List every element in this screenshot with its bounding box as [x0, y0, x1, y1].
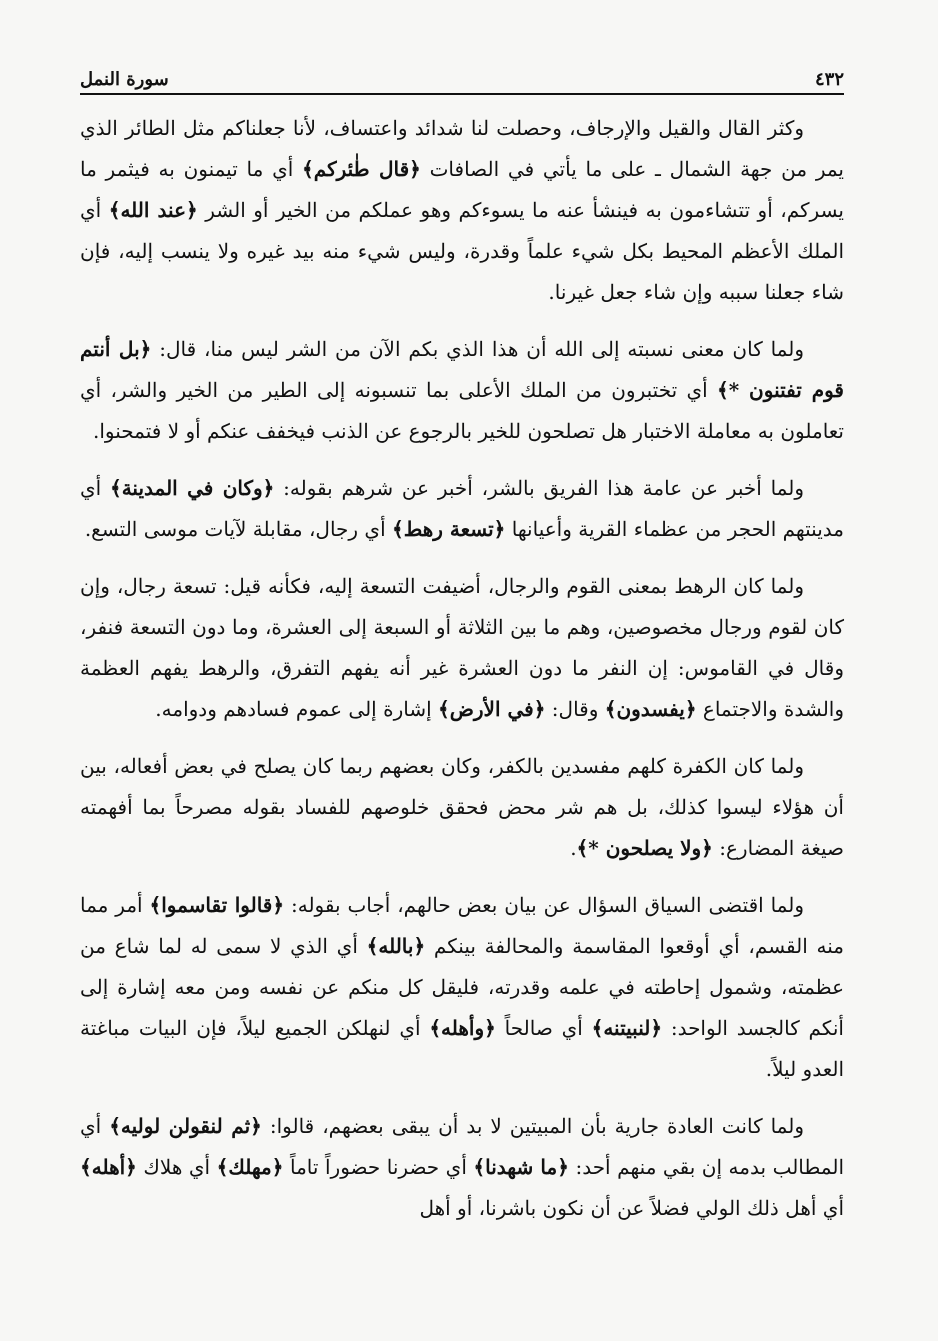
paragraph-4: ولما كان الرهط بمعنى القوم والرجال، أضيفت التسعة إليه، فكأنه قيل: تسعة رجال، وإن كان لقوم ورجال مخصوصين، وهم ما بين الثلاثة أو السبعة إلى العشرة، وما دون التسعة فنفر، وقال في القاموس: إن النفر ما دون العشرة غير أنه يفهم التفرق، والرهط يفهم العظمة والشدة والاجتماع ﴿يفسدون﴾ وقال: ﴿في الأرض﴾ إشارة إلى عموم فسادهم ودوامه.	[80, 574, 844, 721]
page-number: ٤٣٢	[814, 69, 844, 90]
paragraph-7: ولما كانت العادة جارية بأن المبيتين لا بد أن يبقى بعضهم، قالوا: ﴿ثم لنقولن لوليه﴾ أي المطالب بدمه إن بقي منهم أحد: ﴿ما شهدنا﴾ أي حضرنا حضوراً تاماً ﴿مهلك﴾ أي هلاك ﴿أهله﴾ أي أهل ذلك الولي فضلاً عن أن نكون باشرنا، أو أهل	[80, 1114, 845, 1220]
paragraph-1: وكثر القال والقيل والإرجاف، وحصلت لنا شدائد واعتساف، لأنا جعلناكم مثل الطائر الذي يمر من جهة الشمال ـ على ما يأتي في الصافات ﴿قال طٰئركم﴾ أي ما تيمنون به فيثمر ما يسركم، أو تتشاءمون به فينشأ عنه ما يسوءكم وهو عملكم من الخير أو الشر ﴿عند الله﴾ أي الملك الأعظم المحيط بكل شيء علماً وقدرة، وليس شيء منه بيد غيره ولا ينسب إليه، فإن شاء جعلنا سببه وإن شاء جعل غيرنا.	[80, 116, 844, 304]
page-header	[80, 60, 844, 90]
paragraph-6: ولما اقتضى السياق السؤال عن بيان بعض حالهم، أجاب بقوله: ﴿قالوا تقاسموا﴾ أمر مما منه القسم، أي أوقعوا المقاسمة والمحالفة بينكم ﴿بالله﴾ أي الذي لا سمى له لما شاع من عظمته، وشمول إحاطته في علمه وقدرته، فليقل كل منكم عن نفسه ومن معه إشارة إلى أنكم كالجسد الواحد: ﴿لنبيتنه﴾ أي صالحاً ﴿وأهله﴾ أي لنهلكن الجميع ليلاً، فإن البيات مباغتة العدو ليلاً.	[80, 893, 845, 1081]
paragraph-5: ولما كان الكفرة كلهم مفسدين بالكفر، وكان بعضهم ربما كان يصلح في بعض أفعاله، بين أن هؤلاء ليسوا كذلك، بل هم شر محض فحقق خلوصهم للفساد بقوله مصرحاً بما أفهمته صيغة المضارع: ﴿ولا يصلحون *﴾.	[80, 754, 844, 860]
paragraph-2: ولما كان معنى نسبته إلى الله أن هذا الذي بكم الآن من الشر ليس منا، قال: ﴿بل أنتم قوم تفتنون *﴾ أي تختبرون من الملك الأعلى بما تنسبونه إلى الطير من الخير والشر، أي تعاملون به معاملة الاختبار هل تصلحون للخير بالرجوع عن الذنب فيخفف عنكم أو لا فتمحنوا.	[80, 337, 844, 443]
paragraph-3: ولما أخبر عن عامة هذا الفريق بالشر، أخبر عن شرهم بقوله: ﴿وكان في المدينة﴾ أي مدينتهم الحجر من عظماء القرية وأعيانها ﴿تسعة رهط﴾ أي رجال، مقابلة لآيات موسى التسع.	[80, 476, 844, 541]
surah-title: سورة النمل	[80, 69, 169, 90]
header-divider	[80, 93, 844, 95]
page-body	[80, 108, 844, 1245]
